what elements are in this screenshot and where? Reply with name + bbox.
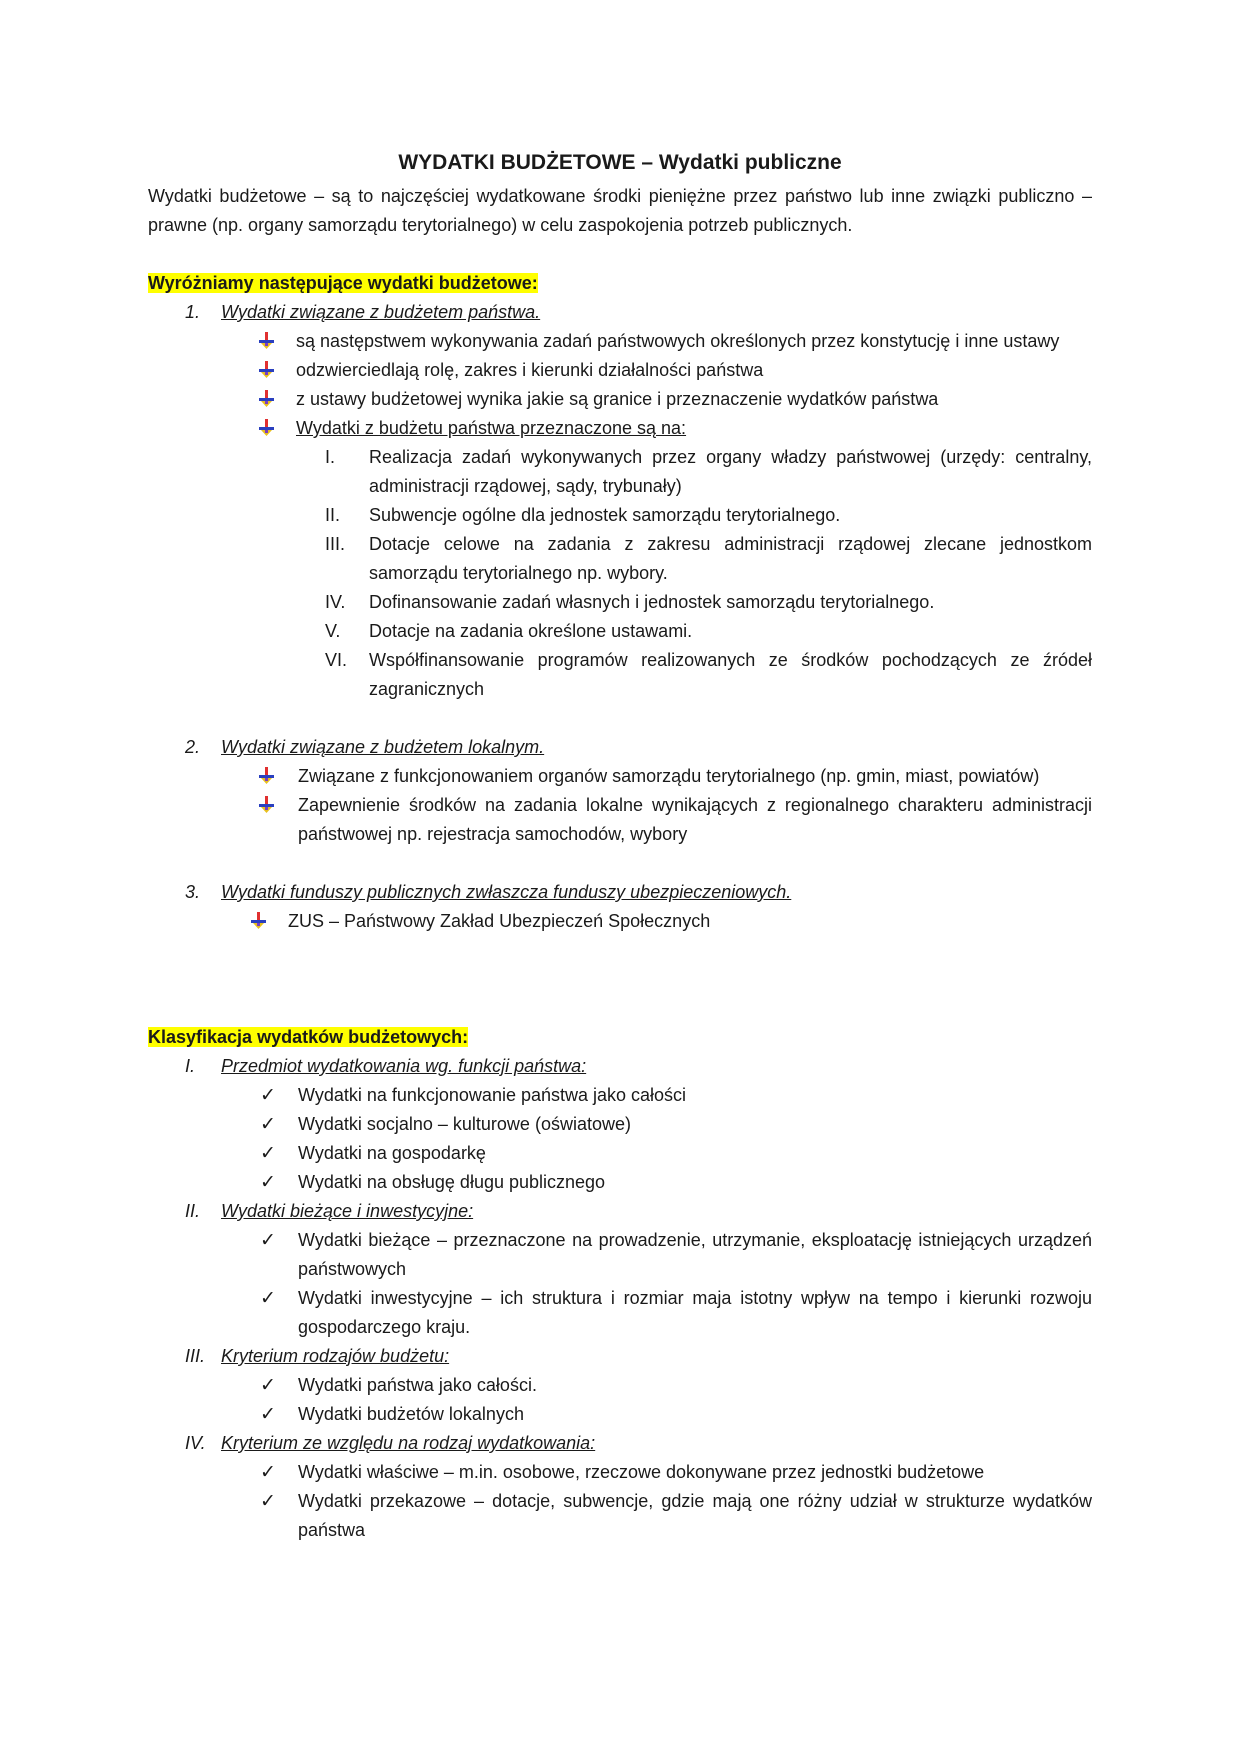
roman-text: Współfinansowanie programów realizowanych ze środków pochodzących ze źródeł zagranicznych bbox=[369, 650, 1092, 699]
intro-paragraph: Wydatki budżetowe – są to najczęściej wydatkowane środki pieniężne przez państwo lub inne związki publiczno – prawne (np. organy samorządu terytorialnego) w celu zaspokojenia potrzeb publicznych. bbox=[148, 186, 1092, 235]
classification-item-4 bbox=[148, 1429, 1092, 1458]
roman-item bbox=[148, 501, 1092, 530]
check-item bbox=[148, 1458, 1092, 1487]
check-text: Wydatki socjalno – kulturowe (oświatowe) bbox=[298, 1114, 631, 1134]
check-item bbox=[148, 1400, 1092, 1429]
roman-text: Realizacja zadań wykonywanych przez organy władzy państwowej (urzędy: centralny, administracji rządowej, sądy, trybunały) bbox=[369, 447, 1092, 496]
check-item bbox=[148, 1226, 1092, 1284]
list-number: III. bbox=[185, 1346, 206, 1366]
check-text: Wydatki inwestycyjne – ich struktura i rozmiar maja istotny wpływ na tempo i kierunki rozwoju gospodarczego kraju. bbox=[298, 1288, 1092, 1337]
roman-text: Subwencje ogólne dla jednostek samorządu terytorialnego. bbox=[369, 505, 841, 525]
check-text: Wydatki na obsługę długu publicznego bbox=[298, 1172, 606, 1192]
arrow-bullet-icon bbox=[250, 912, 268, 930]
roman-text: Dotacje na zadania określone ustawami. bbox=[369, 621, 693, 641]
document-page bbox=[148, 148, 1092, 1545]
roman-numeral: II. bbox=[325, 505, 341, 525]
arrow-bullet-icon bbox=[258, 332, 276, 350]
bullet-item bbox=[148, 791, 1092, 849]
checkmark-icon: ✓ bbox=[260, 1085, 276, 1106]
arrow-bullet-icon bbox=[258, 796, 276, 814]
roman-item bbox=[148, 530, 1092, 588]
roman-numeral: V. bbox=[325, 621, 341, 641]
check-text: Wydatki przekazowe – dotacje, subwencje, gdzie mają one różny udział w strukturze wydatków państwa bbox=[298, 1491, 1092, 1540]
list-number: I. bbox=[185, 1056, 196, 1076]
roman-text: Dofinansowanie zadań własnych i jednostek samorządu terytorialnego. bbox=[369, 592, 935, 612]
roman-numeral: IV. bbox=[325, 592, 346, 612]
check-item bbox=[148, 1371, 1092, 1400]
check-text: Wydatki na gospodarkę bbox=[298, 1143, 486, 1163]
bullet-text: z ustawy budżetowej wynika jakie są granice i przeznaczenie wydatków państwa bbox=[296, 389, 939, 409]
roman-numeral: VI. bbox=[325, 650, 348, 670]
section2-heading-row bbox=[148, 1023, 1092, 1052]
check-item bbox=[148, 1081, 1092, 1110]
bullet-item bbox=[148, 414, 1092, 443]
arrow-bullet-icon bbox=[258, 767, 276, 785]
classification-item-2 bbox=[148, 1197, 1092, 1226]
roman-text: Dotacje celowe na zadania z zakresu administracji rządowej zlecane jednostkom samorządu terytorialnego np. wybory. bbox=[369, 534, 1092, 583]
arrow-bullet-icon bbox=[258, 361, 276, 379]
check-text: Wydatki właściwe – m.in. osobowe, rzeczowe dokonywane przez jednostki budżetowe bbox=[298, 1462, 985, 1482]
bullet-item bbox=[148, 385, 1092, 414]
list-item-1 bbox=[148, 298, 1092, 327]
list-number: II. bbox=[185, 1201, 201, 1221]
checkmark-icon: ✓ bbox=[260, 1143, 276, 1164]
checkmark-icon: ✓ bbox=[260, 1172, 276, 1193]
list-item-label: Przedmiot wydatkowania wg. funkcji państwa: bbox=[221, 1056, 587, 1076]
check-text: Wydatki na funkcjonowanie państwa jako całości bbox=[298, 1085, 687, 1105]
checkmark-icon: ✓ bbox=[260, 1114, 276, 1135]
roman-item bbox=[148, 617, 1092, 646]
spacer bbox=[148, 849, 1092, 878]
checkmark-icon: ✓ bbox=[260, 1462, 276, 1483]
roman-item bbox=[148, 588, 1092, 617]
checkmark-icon: ✓ bbox=[260, 1375, 276, 1396]
roman-item bbox=[148, 646, 1092, 704]
check-text: Wydatki budżetów lokalnych bbox=[298, 1404, 524, 1424]
list-number: 2. bbox=[185, 737, 201, 757]
list-item-2 bbox=[148, 733, 1092, 762]
bullet-item bbox=[148, 327, 1092, 356]
list-item-label: Wydatki związane z budżetem państwa. bbox=[221, 302, 541, 322]
bullet-text: ZUS – Państwowy Zakład Ubezpieczeń Społecznych bbox=[288, 911, 711, 931]
spacer bbox=[148, 704, 1092, 733]
list-item-label: Kryterium ze względu na rodzaj wydatkowania: bbox=[221, 1433, 596, 1453]
roman-numeral: I. bbox=[325, 447, 336, 467]
bullet-text: Wydatki z budżetu państwa przeznaczone są na: bbox=[296, 418, 687, 438]
checkmark-icon: ✓ bbox=[260, 1230, 276, 1251]
list-item-label: Wydatki bieżące i inwestycyjne: bbox=[221, 1201, 474, 1221]
bullet-text: Związane z funkcjonowaniem organów samorządu terytorialnego (np. gmin, miast, powiatów) bbox=[298, 766, 1040, 786]
bullet-item bbox=[148, 907, 1092, 936]
checkmark-icon: ✓ bbox=[260, 1288, 276, 1309]
section1-heading-row bbox=[148, 269, 1092, 298]
list-item-label: Kryterium rodzajów budżetu: bbox=[221, 1346, 450, 1366]
list-item-label: Wydatki funduszy publicznych zwłaszcza funduszy ubezpieczeniowych. bbox=[221, 882, 792, 902]
bullet-text: odzwierciedlają rolę, zakres i kierunki działalności państwa bbox=[296, 360, 764, 380]
bullet-text: są następstwem wykonywania zadań państwowych określonych przez konstytucję i inne ustawy bbox=[296, 331, 1060, 351]
classification-item-1 bbox=[148, 1052, 1092, 1081]
classification-item-3 bbox=[148, 1342, 1092, 1371]
arrow-bullet-icon bbox=[258, 419, 276, 437]
checkmark-icon: ✓ bbox=[260, 1404, 276, 1425]
bullet-item bbox=[148, 356, 1092, 385]
list-item-3 bbox=[148, 878, 1092, 907]
roman-item bbox=[148, 443, 1092, 501]
bullet-item bbox=[148, 762, 1092, 791]
check-item bbox=[148, 1168, 1092, 1197]
check-text: Wydatki państwa jako całości. bbox=[298, 1375, 537, 1395]
list-number: 3. bbox=[185, 882, 201, 902]
section2-heading: Klasyfikacja wydatków budżetowych: bbox=[148, 1027, 469, 1047]
document-title: WYDATKI BUDŻETOWE – Wydatki publiczne bbox=[398, 151, 842, 174]
list-number: IV. bbox=[185, 1433, 206, 1453]
check-item bbox=[148, 1139, 1092, 1168]
roman-numeral: III. bbox=[325, 534, 346, 554]
check-text: Wydatki bieżące – przeznaczone na prowadzenie, utrzymanie, eksploatację istniejących urządzeń państwowych bbox=[298, 1230, 1092, 1279]
list-item-label: Wydatki związane z budżetem lokalnym. bbox=[221, 737, 545, 757]
checkmark-icon: ✓ bbox=[260, 1491, 276, 1512]
check-item bbox=[148, 1284, 1092, 1342]
section1-heading: Wyróżniamy następujące wydatki budżetowe: bbox=[148, 273, 538, 293]
arrow-bullet-icon bbox=[258, 390, 276, 408]
bullet-text: Zapewnienie środków na zadania lokalne wynikających z regionalnego charakteru administracji państwowej np. rejestracja samochodów, wybory bbox=[298, 795, 1092, 844]
list-number: 1. bbox=[185, 302, 201, 322]
check-item bbox=[148, 1487, 1092, 1545]
check-item bbox=[148, 1110, 1092, 1139]
